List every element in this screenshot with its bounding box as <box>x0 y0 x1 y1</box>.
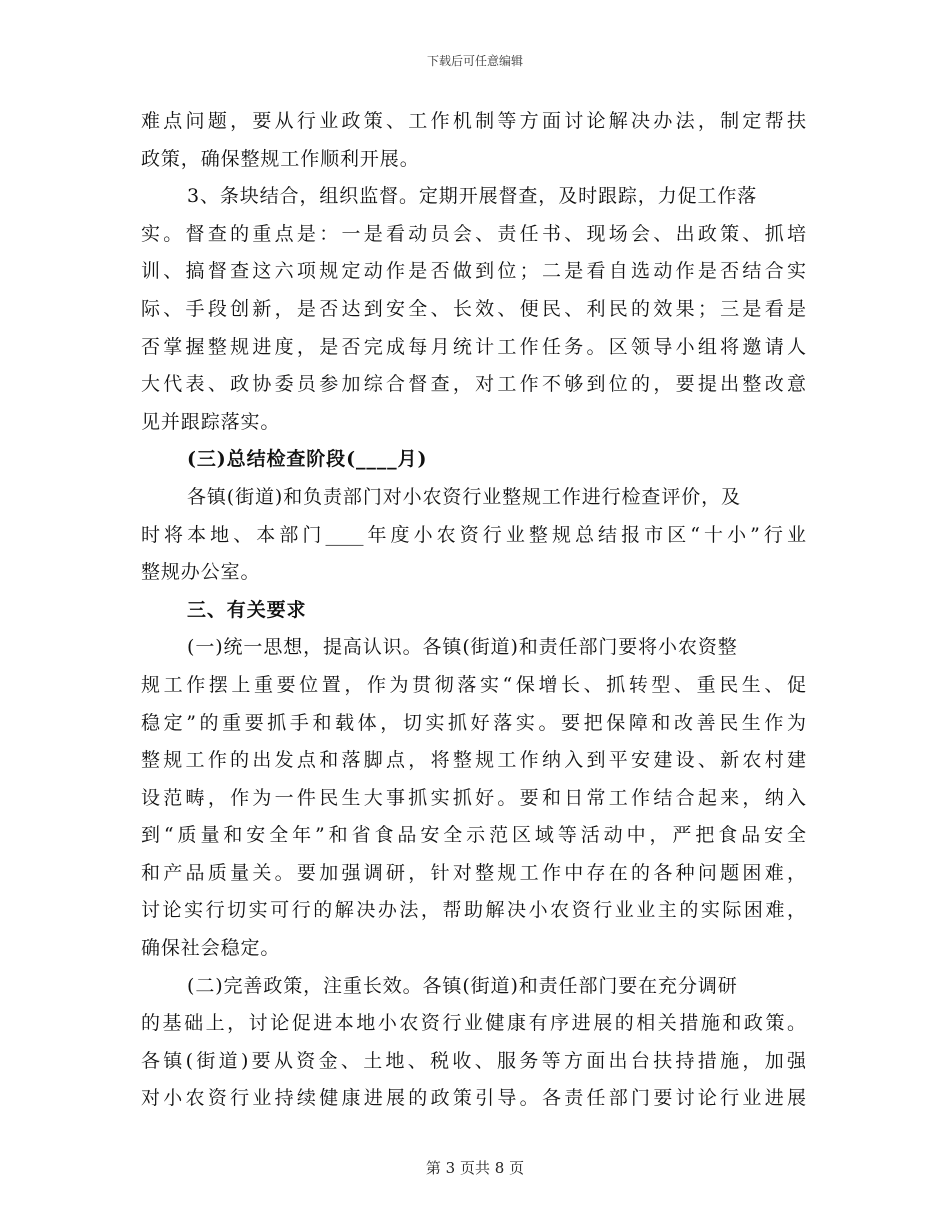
text-line: 讨论实行切实可行的解决办法，帮助解决小农资行业业主的实际困难， <box>141 899 806 922</box>
text-line: 政策，确保整规工作顺利开展。 <box>141 147 420 170</box>
text-line: 训、搞督查这六项规定动作是否做到位；二是看自选动作是否结合实 <box>141 260 806 283</box>
text-line: 难点问题，要从行业政策、工作机制等方面讨论解决办法，制定帮扶 <box>141 110 806 132</box>
page-header: 下载后可任意编辑 <box>426 54 523 68</box>
text-line: 的基础上，讨论促进本地小农资行业健康有序进展的相关措施和政策。 <box>141 1012 806 1035</box>
text-line: (二)完善政策，注重长效。各镇(街道)和责任部门要在充分调研 <box>187 974 738 997</box>
text-line: 规工作摆上重要位置，作为贯彻落实“保增长、抓转型、重民生、促 <box>141 673 806 696</box>
document-body <box>141 103 806 1118</box>
text-line: 和产品质量关。要加强调研，针对整规工作中存在的各种问题困难， <box>141 861 806 884</box>
text-line: 见并跟踪落实。 <box>141 410 281 433</box>
text-line: 整规工作的出发点和落脚点，将整规工作纳入到平安建设、新农村建 <box>141 749 806 772</box>
text-line: 确保社会稳定。 <box>141 937 281 960</box>
text-line: 各镇(街道)要从资金、土地、税收、服务等方面出台扶持措施，加强 <box>141 1049 806 1072</box>
text-line: (一)统一思想，提高认识。各镇(街道)和责任部门要将小农资整 <box>187 636 738 659</box>
text-line: 否掌握整规进度，是否完成每月统计工作任务。区领导小组将邀请人 <box>141 335 806 358</box>
text-line: 整规办公室。 <box>141 561 261 584</box>
page-footer: 第 3 页共 8 页 <box>425 1159 525 1177</box>
section-heading: (三)总结检查阶段(____月) <box>187 448 428 471</box>
text-line: 到“质量和安全年”和省食品安全示范区域等活动中，严把食品安全 <box>141 824 806 847</box>
text-line: 稳定”的重要抓手和载体，切实抓好落实。要把保障和改善民生作为 <box>141 711 806 734</box>
text-line: 对小农资行业持续健康进展的政策引导。各责任部门要讨论行业进展 <box>141 1087 806 1110</box>
section-heading: 三、有关要求 <box>187 598 307 621</box>
text-line: 设范畴，作为一件民生大事抓实抓好。要和日常工作结合起来，纳入 <box>141 786 806 809</box>
text-line: 际、手段创新，是否达到安全、长效、便民、利民的效果；三是看是 <box>141 297 806 320</box>
text-line: 3、条块结合，组织监督。定期开展督查，及时跟踪，力促工作落 <box>187 185 758 208</box>
text-line: 各镇(街道)和负责部门对小农资行业整规工作进行检查评价，及 <box>187 485 741 508</box>
text-line: 大代表、政协委员参加综合督查，对工作不够到位的，要提出整改意 <box>141 373 806 396</box>
text-line: 时将本地、本部门____年度小农资行业整规总结报市区“十小”行业 <box>141 523 806 546</box>
text-line: 实。督查的重点是：一是看动员会、责任书、现场会、出政策、抓培 <box>141 222 806 245</box>
